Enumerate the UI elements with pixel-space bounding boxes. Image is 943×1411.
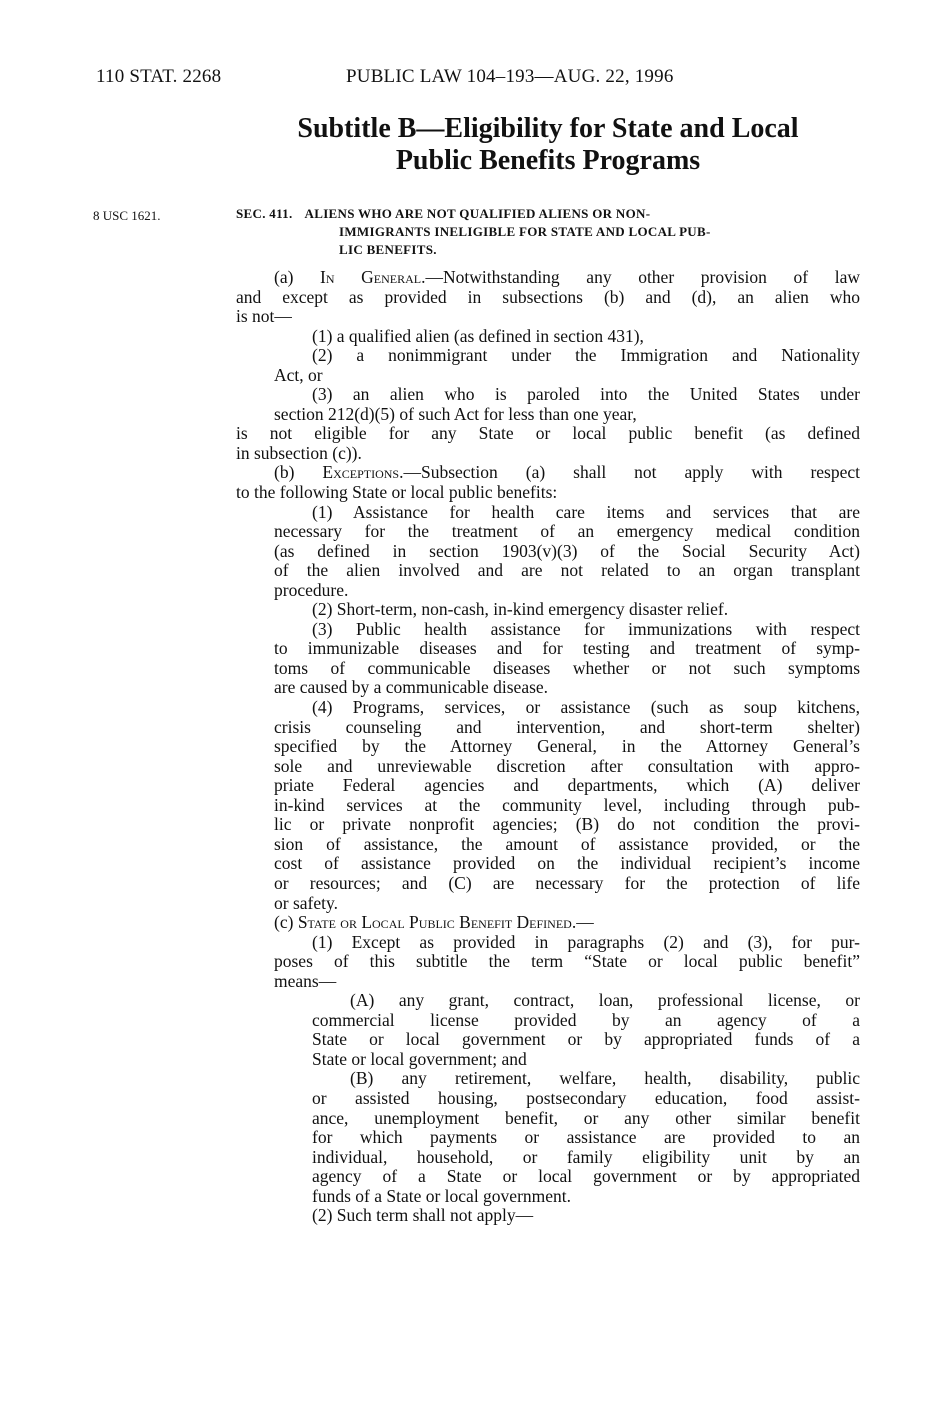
subparagraph-line: individual, household, or family eligibility unit by an bbox=[312, 1146, 860, 1167]
paragraph-line: means— bbox=[274, 970, 337, 991]
paragraph-line: procedure. bbox=[274, 579, 349, 600]
section-number: SEC. 411. bbox=[236, 206, 293, 221]
paragraph-line: crisis counseling and intervention, and short-term shelter) bbox=[274, 716, 860, 737]
subparagraph-line: ance, unemployment benefit, or any other similar benefit bbox=[312, 1107, 860, 1128]
subparagraph-line: (A) any grant, contract, loan, professional license, or bbox=[350, 990, 860, 1011]
subsection-c-line bbox=[236, 913, 860, 933]
subparagraph-line: for which payments or assistance are provided to an bbox=[312, 1127, 860, 1148]
subtitle-heading-line: Subtitle B—Eligibility for State and Local bbox=[297, 113, 799, 144]
subsection-label: (c) bbox=[274, 912, 298, 933]
subsection-b-line bbox=[236, 463, 860, 483]
section-title-line: ALIENS WHO ARE NOT QUALIFIED ALIENS OR NON- bbox=[304, 206, 651, 221]
paragraph-line: in-kind services at the community level, including through pub- bbox=[274, 794, 860, 815]
subsection-heading: State or Local Public Benefit Defined bbox=[297, 912, 572, 933]
subparagraph-line: (B) any retirement, welfare, health, disability, public bbox=[350, 1068, 860, 1089]
paragraph-line: are caused by a communicable disease. bbox=[274, 677, 549, 698]
text-fragment: .—Notwithstanding any other provision of law bbox=[421, 267, 860, 287]
paragraph-line: (2) a nonimmigrant under the Immigration and Nationality bbox=[312, 345, 860, 366]
subsection-heading: Exceptions bbox=[322, 462, 400, 483]
text-line: and except as provided in subsections (b) and (d), an alien who bbox=[236, 286, 860, 307]
paragraph-line: toms of communicable diseases whether or not such symptoms bbox=[274, 657, 860, 678]
paragraph-line: sion of assistance, the amount of assistance provided, or the bbox=[274, 833, 860, 854]
paragraph-line: cost of assistance provided on the individual recipient’s income bbox=[274, 853, 860, 874]
paragraph-line: Act, or bbox=[274, 364, 323, 385]
section-title-line: LIC BENEFITS. bbox=[339, 242, 437, 257]
subparagraph-line: funds of a State or local government. bbox=[312, 1185, 572, 1206]
paragraph-line: (2) Such term shall not apply— bbox=[312, 1205, 534, 1226]
paragraph-line: (3) an alien who is paroled into the United States under bbox=[312, 384, 860, 405]
paragraph-line: lic or private nonprofit agencies; (B) do not condition the provi- bbox=[274, 814, 860, 835]
paragraph-line: (4) Programs, services, or assistance (such as soup kitchens, bbox=[312, 697, 860, 718]
paragraph-line: necessary for the treatment of an emergency medical condition bbox=[274, 521, 860, 542]
usc-margin-note: 8 USC 1621. bbox=[93, 208, 161, 223]
subtitle-heading bbox=[236, 113, 860, 177]
subparagraph-line: agency of a State or local government or by appropriated bbox=[312, 1166, 860, 1187]
paragraph-line: priate Federal agencies and departments, which (A) deliver bbox=[274, 775, 860, 796]
text-line: in subsection (c)). bbox=[236, 442, 362, 463]
text-line: to the following State or local public benefits: bbox=[236, 482, 558, 503]
text-line: is not eligible for any State or local public benefit (as defined bbox=[236, 423, 860, 444]
stat-citation: 110 STAT. 2268 bbox=[96, 66, 222, 87]
subsection-a-line bbox=[236, 268, 860, 288]
paragraph-line: or resources; and (C) are necessary for the protection of life bbox=[274, 872, 860, 893]
text-line: is not— bbox=[236, 306, 292, 327]
paragraph-line: poses of this subtitle the term “State or local public benefit” bbox=[274, 951, 860, 972]
section-body bbox=[236, 268, 860, 1226]
subparagraph-line: commercial license provided by an agency of a bbox=[312, 1009, 860, 1030]
subparagraph-line: State or local government; and bbox=[312, 1048, 527, 1069]
paragraph-line: or safety. bbox=[274, 892, 338, 913]
subsection-label: (a) bbox=[274, 267, 321, 287]
text-fragment: .— bbox=[571, 912, 594, 933]
paragraph-line: (1) Except as provided in paragraphs (2) and (3), for pur- bbox=[312, 931, 860, 952]
paragraph-line: (1) Assistance for health care items and services that are bbox=[312, 501, 860, 522]
paragraph-line: of the alien involved and are not related to an organ transplant bbox=[274, 560, 860, 581]
subsection-heading: In General bbox=[320, 267, 422, 287]
paragraph-line: (as defined in section 1903(v)(3) of the Social Security Act) bbox=[274, 540, 860, 561]
subtitle-heading-line: Public Benefits Programs bbox=[395, 145, 701, 176]
paragraph-line: (2) Short-term, non-cash, in-kind emergency disaster relief. bbox=[312, 599, 729, 620]
running-head bbox=[96, 66, 856, 90]
public-law-citation: PUBLIC LAW 104–193—AUG. 22, 1996 bbox=[346, 66, 674, 87]
paragraph-line: (3) Public health assistance for immunizations with respect bbox=[312, 618, 860, 639]
section-heading bbox=[236, 205, 860, 259]
paragraph-line: to immunizable diseases and for testing and treatment of symp- bbox=[274, 638, 860, 659]
section-title-line: IMMIGRANTS INELIGIBLE FOR STATE AND LOCAL PUB- bbox=[339, 224, 711, 239]
paragraph-line: sole and unreviewable discretion after consultation with appro- bbox=[274, 755, 860, 776]
paragraph-line: specified by the Attorney General, in the Attorney General’s bbox=[274, 736, 860, 757]
subsection-label: (b) bbox=[274, 462, 323, 483]
paragraph-line: (1) a qualified alien (as defined in section 431), bbox=[312, 325, 644, 346]
subparagraph-line: State or local government or by appropriated funds of a bbox=[312, 1029, 860, 1050]
paragraph-line: section 212(d)(5) of such Act for less than one year, bbox=[274, 403, 637, 424]
subparagraph-line: or assisted housing, postsecondary education, food assist- bbox=[312, 1087, 860, 1108]
text-fragment: .—Subsection (a) shall not apply with respect bbox=[399, 462, 861, 483]
